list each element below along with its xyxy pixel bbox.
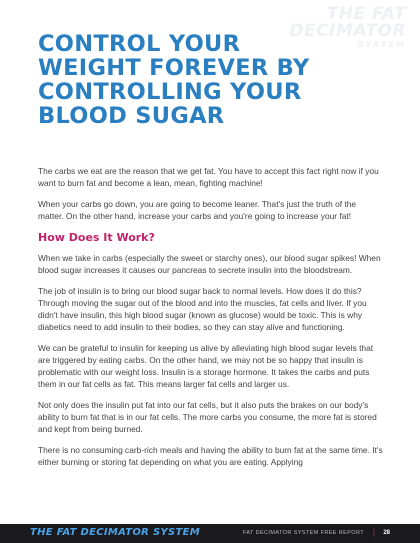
headline-line: CONTROLLING YOUR (38, 79, 302, 105)
footer-separator: | (372, 528, 375, 537)
page-footer (0, 524, 420, 543)
section-subheading: How Does It Work? (38, 231, 155, 244)
body-paragraph: The job of insulin is to bring our blood sugar back to normal levels. How does it do this? Through moving the sugar out of the blood and into the muscles, fat cells and liver. If you didn't have insulin, this high blood sugar (known as glucose) would be toxic. This is why diabetics need to add insulin to their bodies, so they can stay alive and functioning. (38, 286, 367, 332)
top-logo-subtitle: SYSTEM (357, 40, 406, 49)
headline-line: WEIGHT FOREVER BY (38, 55, 310, 81)
body-paragraph: We can be grateful to insulin for keeping us alive by alleviating high blood sugar levels that are triggered by eating carbs. On the other hand, we may not be so happy that insulin is problematic with our weight loss. Insulin is a storage hormone. It takes the carbs and puts them in our fat cells as fat. This means larger fat cells and larger us. (38, 343, 374, 389)
body-paragraph: There is no consuming carb-rich meals and having the ability to burn fat at the same time. It's either burning or storing fat depending on what you are eating. Applying (38, 445, 383, 467)
top-logo-title: THE FAT DECIMATOR (289, 4, 406, 41)
article-body (38, 165, 383, 477)
page-number: 28 (383, 530, 390, 536)
body-paragraph: When we take in carbs (especially the sweet or starchy ones), our blood sugar spikes! When blood sugar increases it causes our pancreas to secrete insulin into the bloodstream. (38, 253, 381, 275)
body-paragraph: Not only does the insulin put fat into our fat cells, but it also puts the brakes on our body's ability to burn fat that is in our fat cells. The more carbs you consume, the more fat is stored and kept from being burned. (38, 400, 377, 434)
headline-line: BLOOD SUGAR (38, 103, 225, 129)
intro-paragraph: The carbs we eat are the reason that we get fat. You have to accept this fact right now if you want to burn fat and become a lean, mean, fighting machine! (38, 166, 379, 188)
headline-line: CONTROL YOUR (38, 31, 241, 57)
footer-brand-logo: THE FAT DECIMATOR SYSTEM (30, 527, 201, 538)
page-headline (38, 32, 348, 128)
footer-report-label: FAT DECIMATOR SYSTEM FREE REPORT (242, 530, 364, 536)
intro-paragraph: When your carbs go down, you are going to become leaner. That's just the truth of the matter. On the other hand, increase your carbs and you're going to increase your fat! (38, 199, 357, 221)
